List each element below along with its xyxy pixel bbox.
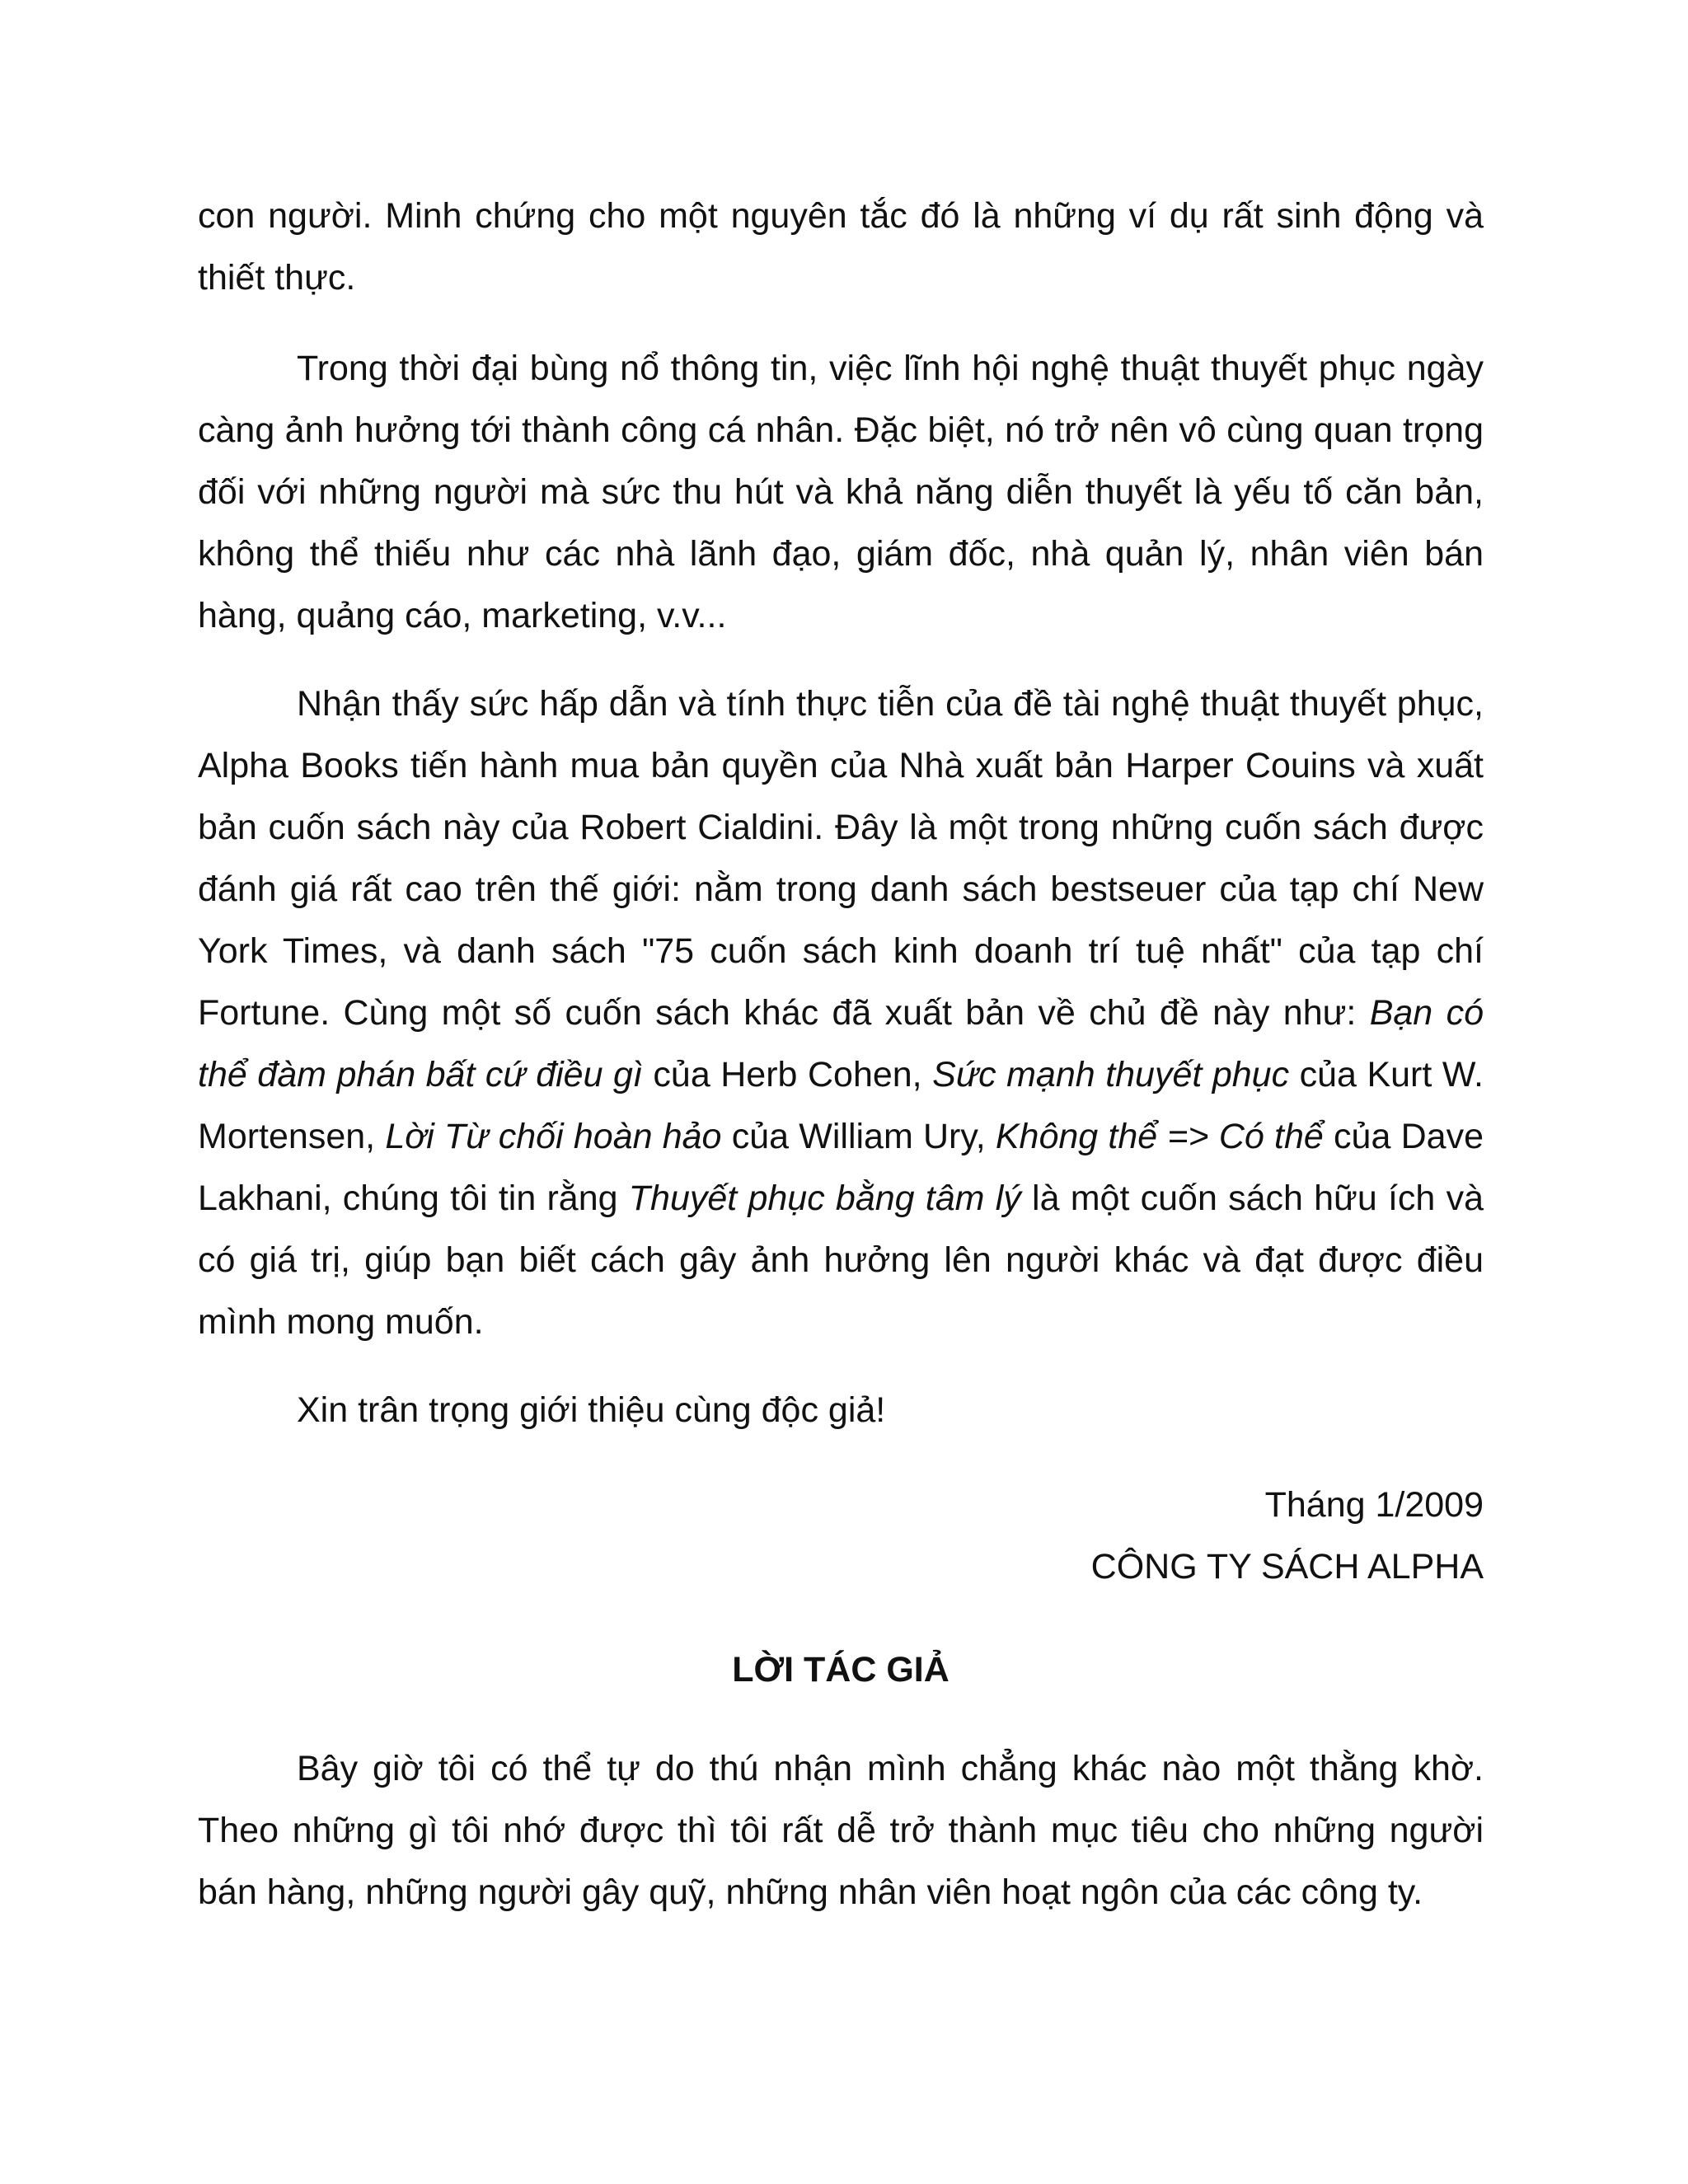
paragraph (198, 673, 1484, 1353)
author-foreword (198, 1738, 1484, 1924)
book-title: Không thể => Có thể (995, 1117, 1324, 1156)
text-segment: của Dave Lakhani, chúng tôi tin rằng (198, 1117, 1484, 1218)
text-segment: Xin trân trọng giới thiệu cùng độc giả! (297, 1390, 886, 1430)
document-body (198, 185, 1484, 1952)
book-title: Thuyết phục bằng tâm lý (628, 1179, 1021, 1218)
text-segment: của Kurt W. Mortensen, (198, 1055, 1484, 1156)
signoff-block (198, 1474, 1484, 1598)
book-title: Sức mạnh thuyết phục (932, 1055, 1290, 1094)
book-title: Bạn có thể đàm phán bất cứ điều gì (198, 993, 1484, 1094)
text-segment: Bây giờ tôi có thể tự do thú nhận mình chẳng khác nào một thằng khờ. Theo những gì tôi nhớ được thì tôi rất dễ trở thành mục tiêu cho những người bán hàng, những người gây quỹ, những nhân viên hoạt ngôn của các công ty. (198, 1749, 1484, 1912)
signoff-date: Tháng 1/2009 (1264, 1485, 1484, 1525)
paragraph (198, 338, 1484, 647)
text-segment: là một cuốn sách hữu ích và có giá trị, giúp bạn biết cách gây ảnh hưởng lên người khác và đạt được điều mình mong muốn. (198, 1179, 1484, 1342)
text-segment: Nhận thấy sức hấp dẫn và tính thực tiễn của đề tài nghệ thuật thuyết phục, Alpha Books tiến hành mua bản quyền của Nhà xuất bản Harper Couins và xuất bản cuốn sách này của Robert Cialdini. Đây là một trong những cuốn sách được đánh giá rất cao trên thế giới: nằm trong danh sách bestseuer của tạp chí New York Times, và danh sách "75 cuốn sách kinh doanh trí tuệ nhất" của tạp chí Fortune. Cùng một số cuốn sách khác đã xuất bản về chủ đề này như: (198, 684, 1484, 1033)
text-segment: của Herb Cohen, (642, 1055, 933, 1094)
text-segment: của William Ury, (721, 1117, 996, 1156)
paragraph (198, 185, 1484, 309)
text-segment: con người. Minh chứng cho một nguyên tắc đó là những ví dụ rất sinh động và thiết thực. (198, 196, 1484, 298)
paragraph (198, 1738, 1484, 1924)
publisher-foreword (198, 185, 1484, 1441)
signoff-company: CÔNG TY SÁCH ALPHA (1090, 1547, 1484, 1586)
section-heading: LỜI TÁC GIẢ (732, 1650, 950, 1690)
text-segment: Trong thời đại bùng nổ thông tin, việc lĩnh hội nghệ thuật thuyết phục ngày càng ảnh hưởng tới thành công cá nhân. Đặc biệt, nó trở nên vô cùng quan trọng đối với những người mà sức thu hút và khả năng diễn thuyết là yếu tố căn bản, không thể thiếu như các nhà lãnh đạo, giám đốc, nhà quản lý, nhân viên bán hàng, quảng cáo, marketing, v.v... (198, 349, 1484, 635)
paragraph (198, 1380, 1484, 1441)
book-title: Lời Từ chối hoàn hảo (385, 1117, 722, 1156)
